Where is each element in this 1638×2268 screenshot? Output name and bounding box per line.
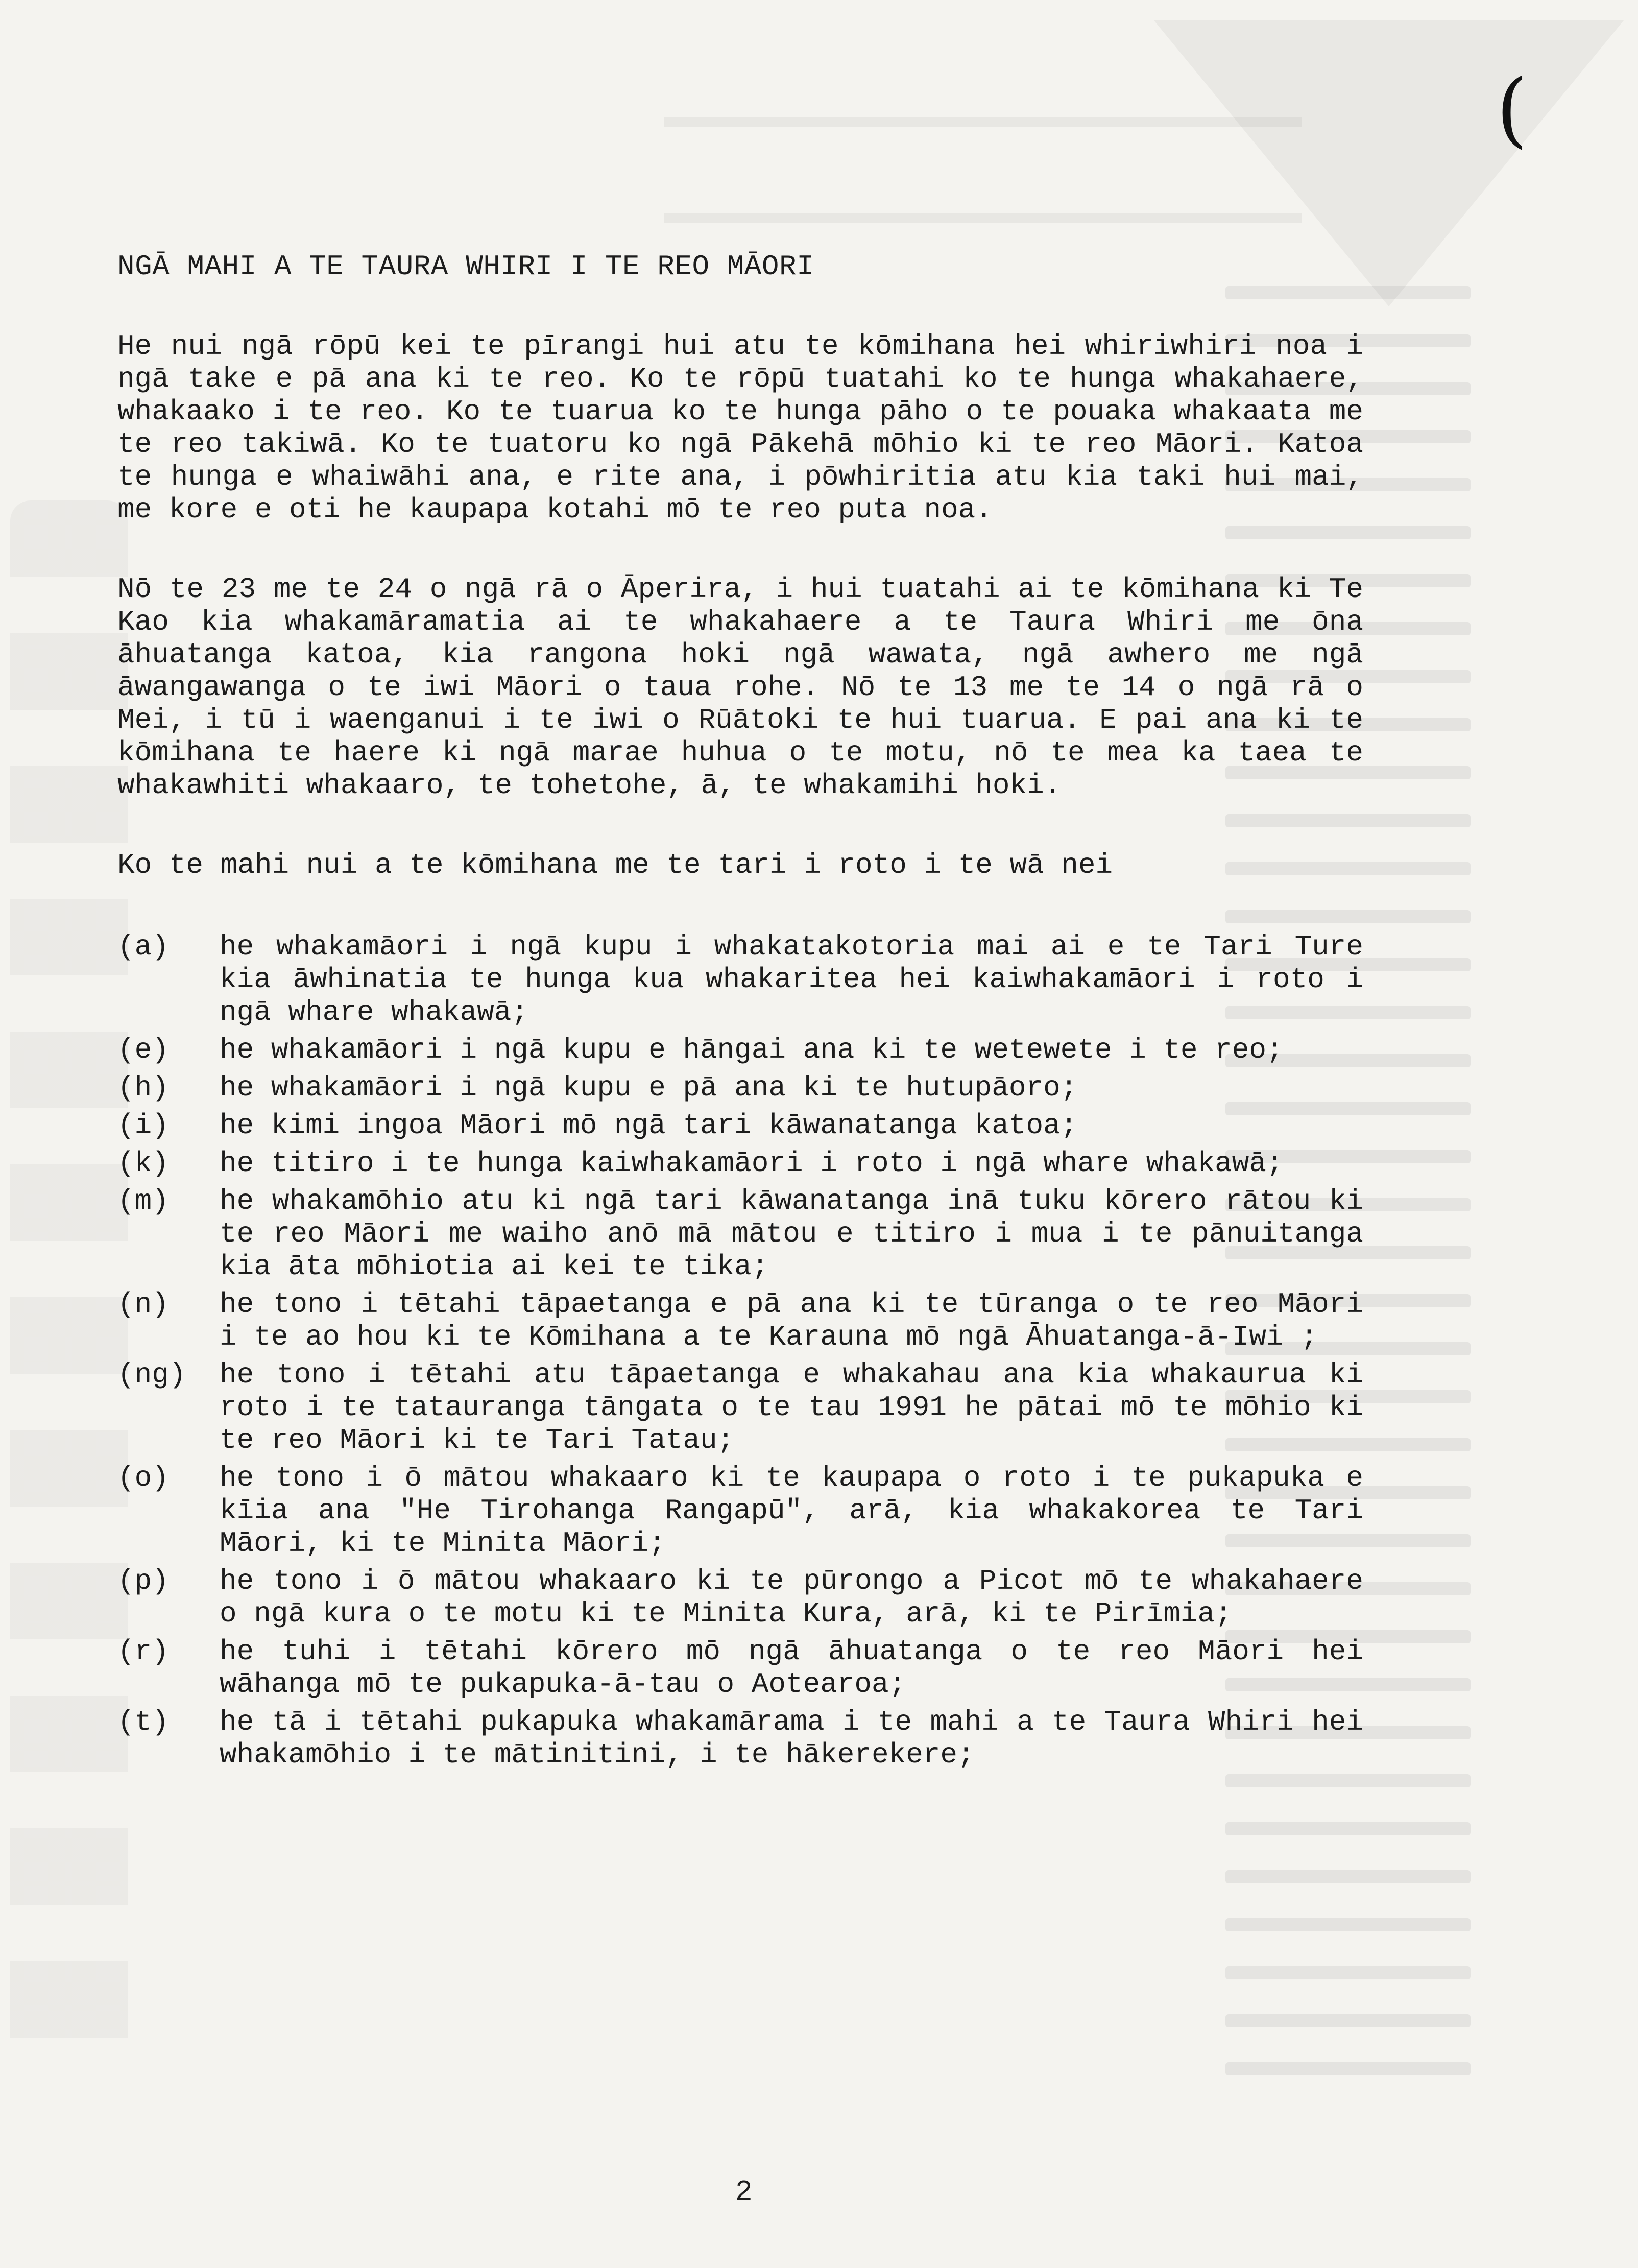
- list-item: [117, 1034, 1363, 1066]
- list-item-text: he whakamāori i ngā kupu e pā ana ki te hutupāoro;: [220, 1071, 1078, 1104]
- list-item: [117, 1635, 1363, 1701]
- list-item-label: (e): [117, 1034, 169, 1066]
- list-item-label: (i): [117, 1109, 169, 1142]
- list-intro: Ko te mahi nui a te kōmihana me te tari i roto i te wā nei: [117, 849, 1113, 881]
- list-item: [117, 1185, 1363, 1283]
- task-list: [117, 930, 1363, 1771]
- list-item: [117, 1462, 1363, 1560]
- page-number: 2: [735, 2176, 753, 2208]
- list-item: [117, 1071, 1363, 1104]
- list-item-text: he tuhi i tētahi kōrero mō ngā āhuatanga o te reo Māori hei wāhanga mō te pukapuka-ā-tau o Aotearoa;: [220, 1635, 1363, 1701]
- list-item: [117, 1706, 1363, 1771]
- list-item-text: he kimi ingoa Māori mō ngā tari kāwanatanga katoa;: [220, 1109, 1078, 1142]
- list-item-text: he whakamōhio atu ki ngā tari kāwanatanga inā tuku kōrero rātou ki te reo Māori me waiho anō mā mātou e titiro i mua i te pānuitanga kia āta mōhiotia ai kei te tika;: [220, 1185, 1363, 1283]
- list-item-text: he whakamāori i ngā kupu i whakatakotoria mai ai e te Tari Ture kia āwhinatia te hunga kua whakaritea hei kaiwhakamāori i roto i ngā whare whakawā;: [220, 930, 1363, 1029]
- paragraph-2: Nō te 23 me te 24 o ngā rā o Āperira, i hui tuatahi ai te kōmihana ki Te Kao kia whakamāramatia ai te whakahaere a te Taura Whiri me ōna āhuatanga katoa, kia rangona hoki ngā wawata, ngā awhero me ngā āwangawanga o te iwi Māori o taua rohe. Nō te 13 me te 14 o ngā rā o Mei, i tū i waenganui i te iwi o Rūātoki te hui tuarua. E pai ana ki te kōmihana te haere ki ngā marae huhua o te motu, nō te mea ka taea te whakawhiti whakaaro, te tohetohe, ā, te whakamihi hoki.: [117, 573, 1363, 802]
- list-item: [117, 930, 1363, 1029]
- list-item-label: (m): [117, 1185, 169, 1217]
- list-item-text: he tono i ō mātou whakaaro ki te pūrongo a Picot mō te whakahaere o ngā kura o te motu ki te Minita Kura, arā, ki te Pirīmia;: [220, 1565, 1363, 1630]
- list-item: [117, 1358, 1363, 1457]
- list-item: [117, 1109, 1363, 1142]
- list-item-label: (t): [117, 1706, 169, 1738]
- list-item-label: (p): [117, 1565, 169, 1597]
- list-item-text: he tono i tētahi tāpaetanga e pā ana ki te tūranga o te reo Māori i te ao hou ki te Kōmihana a te Karauna mō ngā Āhuatanga-ā-Iwi ;: [220, 1288, 1363, 1353]
- document-body: [117, 250, 1363, 1776]
- list-item: [117, 1147, 1363, 1180]
- document-heading: NGĀ MAHI A TE TAURA WHIRI I TE REO MĀORI: [117, 250, 814, 283]
- list-item-text: he tono i ō mātou whakaaro ki te kaupapa o roto i te pukapuka e kīia ana "He Tirohanga Rangapū", arā, kia whakakorea te Tari Māori, ki te Minita Māori;: [220, 1462, 1363, 1560]
- list-item-label: (r): [117, 1635, 169, 1668]
- list-item-label: (n): [117, 1288, 169, 1321]
- list-item-text: he tā i tētahi pukapuka whakamārama i te mahi a te Taura Whiri hei whakamōhio i te mātinitini, i te hākerekere;: [220, 1706, 1363, 1771]
- binder-clip-mark: (: [1496, 61, 1528, 157]
- list-item-label: (o): [117, 1462, 169, 1494]
- list-item-label: (a): [117, 930, 169, 963]
- paragraph-1: He nui ngā rōpū kei te pīrangi hui atu te kōmihana hei whiriwhiri noa i ngā take e pā ana ki te reo. Ko te rōpū tuatahi ko te hunga whakahaere, whakaako i te reo. Ko te tuarua ko te hunga pāho o te pouaka whakaata me te reo takiwā. Ko te tuatoru ko ngā Pākehā mōhio ki te reo Māori. Katoa te hunga e whaiwāhi ana, e rite ana, i pōwhiritia atu kia taki hui mai, me kore e oti he kaupapa kotahi mō te reo puta noa.: [117, 330, 1363, 526]
- list-item-label: (ng): [117, 1358, 186, 1391]
- list-item-label: (h): [117, 1071, 169, 1104]
- list-item-text: he whakamāori i ngā kupu e hāngai ana ki te wetewete i te reo;: [220, 1034, 1284, 1066]
- list-item: [117, 1288, 1363, 1353]
- show-through-side-title: [10, 500, 128, 2084]
- list-item-label: (k): [117, 1147, 169, 1180]
- show-through-banner: [664, 117, 1302, 223]
- list-item-text: he tono i tētahi atu tāpaetanga e whakahau ana kia whakaurua ki roto i te tatauranga tāngata o te tau 1991 he pātai mō te mōhio ki te reo Māori ki te Tari Tatau;: [220, 1358, 1363, 1457]
- list-item-text: he titiro i te hunga kaiwhakamāori i roto i ngā whare whakawā;: [220, 1147, 1284, 1180]
- list-item: [117, 1565, 1363, 1630]
